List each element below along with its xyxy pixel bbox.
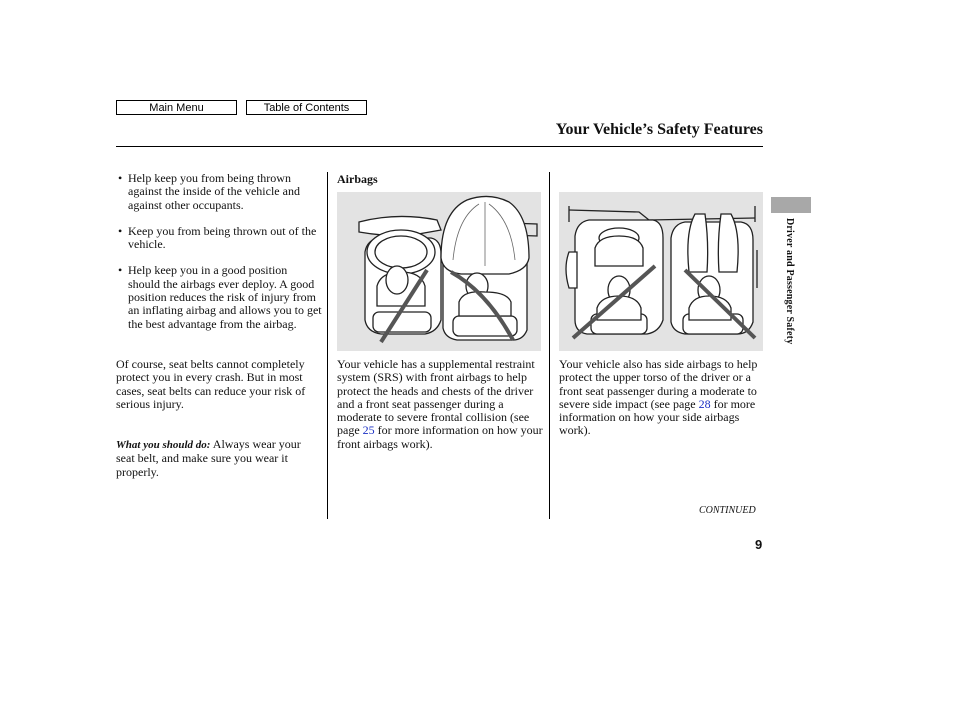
column-divider xyxy=(549,172,550,519)
front-airbags-text: Your vehicle has a supplemental restraint system (SRS) with front airbags to help protect the heads and chests of the driver and a front seat passenger during a moderate to severe frontal collision (see page xyxy=(337,357,535,438)
side-airbags-drawing xyxy=(559,192,763,351)
side-airbags-illustration xyxy=(559,192,763,351)
airbags-heading: Airbags xyxy=(337,172,378,186)
what-you-should-do-text: Always wear your seat belt, and make sure you wear it properly. xyxy=(116,437,301,479)
front-airbags-drawing xyxy=(337,192,541,351)
table-of-contents-button[interactable]: Table of Contents xyxy=(246,100,367,115)
list-item: • Keep you from being thrown out of the vehicle. xyxy=(116,225,322,252)
continued-label: CONTINUED xyxy=(699,505,756,516)
page-25-link[interactable]: 25 xyxy=(362,423,375,438)
side-airbags-text-end: for more information on how your side airbags work). xyxy=(559,396,756,438)
main-menu-button[interactable]: Main Menu xyxy=(116,100,237,115)
seat-belt-benefits-list xyxy=(116,172,322,344)
section-tab-label: Driver and Passenger Safety xyxy=(784,218,795,345)
side-airbags-text: Your vehicle also has side airbags to help protect the upper torso of the driver or a front seat passenger during a moderate to severe side impact (see page xyxy=(559,357,758,411)
page-number: 9 xyxy=(755,537,763,552)
front-airbags-illustration xyxy=(337,192,541,351)
page-title: Your Vehicle’s Safety Features xyxy=(555,121,763,138)
what-you-should-do-label: What you should do: xyxy=(116,439,211,451)
section-tab-marker xyxy=(771,197,811,213)
seat-belt-paragraph: Of course, seat belts cannot completely protect you in every crash. But in most cases, seat belts can reduce your risk of serious injury. xyxy=(116,357,306,411)
header-rule xyxy=(116,146,763,147)
front-airbags-text-end: for more information on how your front airbags work). xyxy=(337,423,543,451)
list-item: • Help keep you from being thrown against the inside of the vehicle and against other occupants. xyxy=(116,172,322,212)
list-item: • Help keep you in a good position should the airbags ever deploy. A good position reduces the risk of injury from an inflating airbag and allows you to get the best advantage from the airbag. xyxy=(116,264,322,330)
what-you-should-do-paragraph xyxy=(116,438,316,479)
column-divider xyxy=(327,172,328,519)
page-28-link[interactable]: 28 xyxy=(698,396,711,411)
side-airbags-paragraph xyxy=(559,358,765,438)
front-airbags-paragraph xyxy=(337,358,543,451)
